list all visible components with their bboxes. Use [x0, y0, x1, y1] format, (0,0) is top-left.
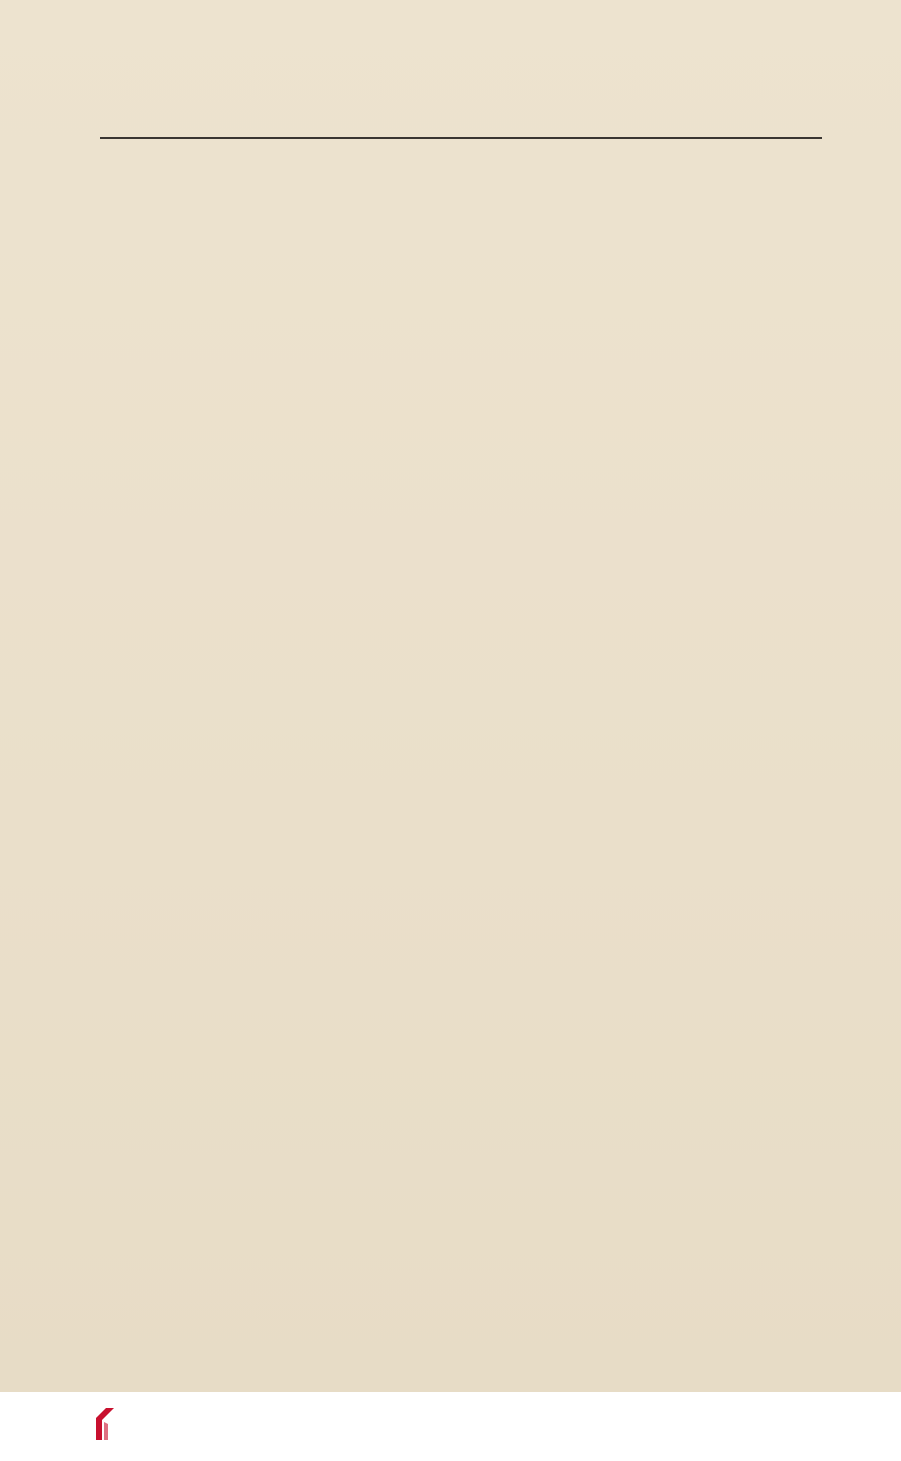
viewer-footer [0, 1392, 901, 1461]
university-emblem-icon [84, 1404, 124, 1444]
university-library-logo[interactable] [14, 1404, 154, 1444]
header-rule [100, 137, 822, 139]
catalog-content [48, 168, 788, 200]
